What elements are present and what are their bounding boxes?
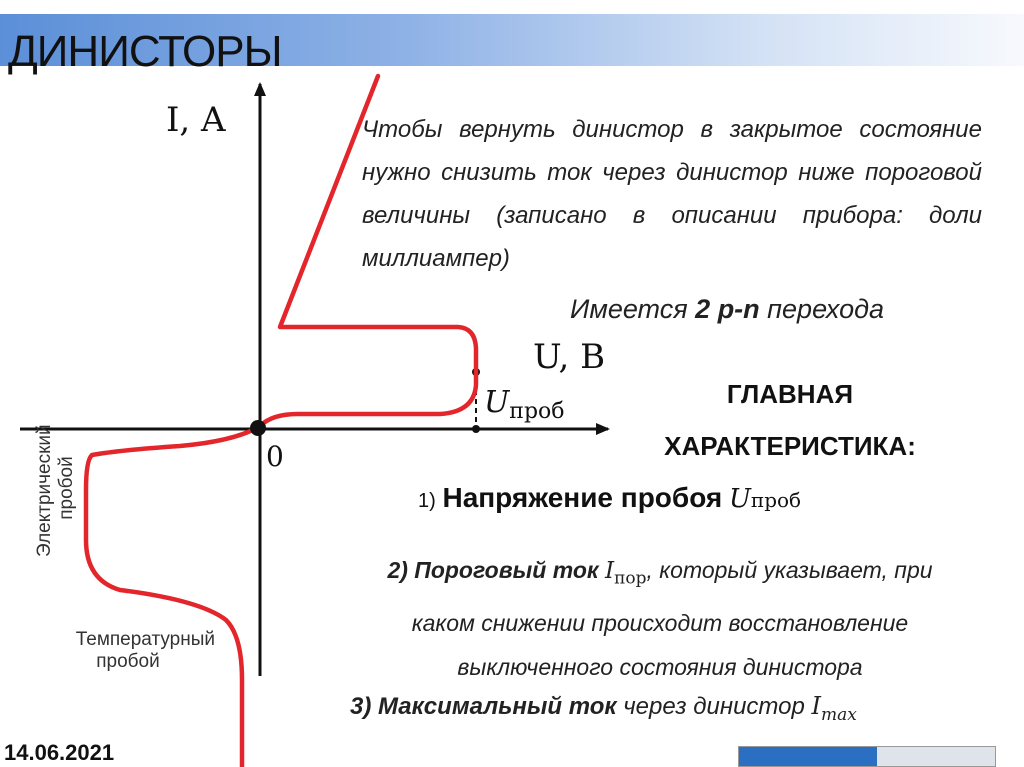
thermal-breakdown-label: Температурный пробой (75, 629, 215, 672)
item-breakdown-voltage: 1) Напряжение пробоя Uпроб (418, 482, 802, 514)
breakdown-label: $U_{проб}$ (484, 385, 565, 424)
y-axis-label: I, A (166, 100, 226, 140)
item-threshold-current: 2) Пороговый ток $I_{пор}$, который указывает, при каком снижении происходит восстановление выключенного состояния динистора (387, 557, 933, 680)
origin-label: 0 (266, 440, 284, 473)
page-title: ДИНИСТОРЫ (8, 27, 282, 76)
closing-paragraph: Чтобы вернуть динистор в закрытое состояние нужно снизить ток через динистор ниже пороговой величины (записано в описании прибора: доли миллиампер) (362, 116, 982, 272)
origin-point (250, 420, 266, 436)
electric-breakdown-label (34, 419, 77, 557)
date-label: 14.06.2021 (4, 740, 115, 765)
main-characteristic-heading: ГЛАВНАЯ ХАРАКТЕРИСТИКА: (664, 379, 916, 461)
x-axis-label: U, B (533, 337, 606, 377)
pn-junctions-text: Имеется 2 p-n перехода (570, 294, 885, 324)
slide-progress-bar (738, 746, 996, 767)
breakdown-point-bottom (472, 425, 480, 433)
slide-progress-fill (739, 747, 877, 766)
svg-text:Электрический пробой: Электрический пробой (34, 424, 77, 557)
item-max-current: 3) Максимальный ток через динистор $I_{max}$ (350, 692, 857, 725)
